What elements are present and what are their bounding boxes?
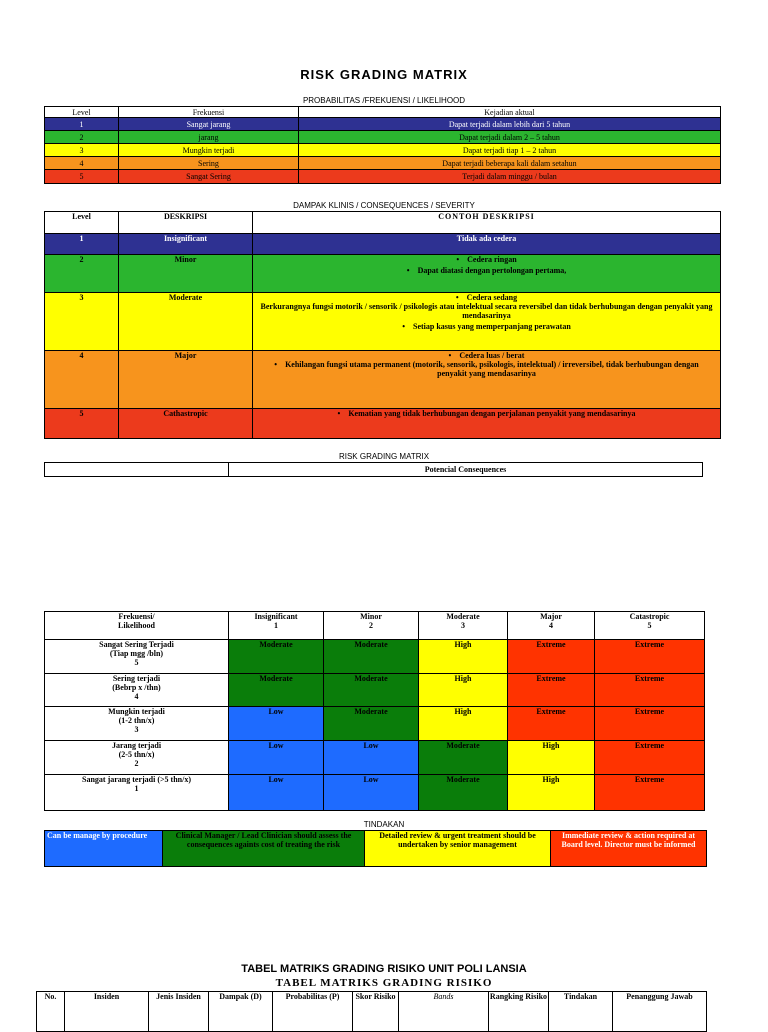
dampak-bullet: • Cedera luas / berat	[253, 351, 720, 360]
matrix-col-header	[508, 612, 595, 640]
matrix-col-num: 2	[369, 621, 373, 630]
matrix-cell: Low	[229, 707, 324, 741]
dampak-desc: Minor	[119, 255, 253, 293]
matrix-cell: Moderate	[419, 775, 508, 811]
label-line: (Tiap mgg /bln)	[109, 649, 164, 658]
prob-frekuensi: Sangat Sering	[119, 170, 299, 184]
col-rangking: Rangking Risiko	[489, 992, 549, 1032]
label-line: Sangat Sering Terjadi	[99, 640, 174, 649]
rgm-empty-cell	[45, 463, 229, 477]
probabilitas-heading: PROBABILITAS /FREKUENSI / LIKELIHOOD	[302, 96, 466, 105]
matrix-cell: Extreme	[508, 640, 595, 674]
dampak-header-level: Level	[45, 212, 119, 234]
matrix-col-header	[324, 612, 419, 640]
matrix-col-header	[229, 612, 324, 640]
label-line: (Bebrp x /thn)	[112, 683, 161, 692]
page-title: RISK GRADING MATRIX	[300, 67, 468, 82]
col-jenis-insiden: Jenis Insiden	[149, 992, 209, 1032]
dampak-desc: Insignificant	[119, 234, 253, 255]
matrix-cell: Moderate	[229, 674, 324, 707]
dampak-contoh	[253, 255, 721, 293]
prob-row	[45, 144, 721, 157]
tindakan-high: Detailed review & urgent treatment should be undertaken by senior management	[365, 831, 551, 867]
dampak-contoh	[253, 351, 721, 409]
matrix-cell: Extreme	[595, 674, 705, 707]
matrix-cell: Moderate	[324, 674, 419, 707]
tindakan-extreme: Immediate review & action required at Board level. Director must be informed	[551, 831, 707, 867]
prob-kejadian: Terjadi dalam minggu / bulan	[299, 170, 721, 184]
dampak-level: 5	[45, 409, 119, 439]
potencial-consequences: Potencial Consequences	[229, 463, 703, 477]
prob-row	[45, 118, 721, 131]
dampak-level: 4	[45, 351, 119, 409]
matrix-row-label	[45, 775, 229, 811]
dampak-row	[45, 351, 721, 409]
matrix-cell: Moderate	[229, 640, 324, 674]
matrix-col-num: 4	[549, 621, 553, 630]
matrix-cell: Moderate	[324, 640, 419, 674]
label-line: 4	[134, 692, 139, 701]
label-line: (1-2 thn/x)	[118, 716, 155, 725]
dampak-row	[45, 234, 721, 255]
matrix-col-num: 1	[274, 621, 278, 630]
matrix-cell: High	[419, 640, 508, 674]
col-dampak: Dampak (D)	[209, 992, 273, 1032]
matrix-row-label	[45, 741, 229, 775]
probabilitas-table	[44, 106, 721, 184]
matrix-row	[45, 674, 705, 707]
label-line: 3	[134, 725, 139, 734]
matrix-row-label	[45, 707, 229, 741]
matrix-col-num: 3	[461, 621, 465, 630]
label-line: Sangat jarang terjadi (>5 thn/x)	[82, 775, 191, 784]
dampak-desc: Major	[119, 351, 253, 409]
col-insiden: Insiden	[65, 992, 149, 1032]
col-skor-risiko: Skor Risiko	[353, 992, 399, 1032]
matrix-corner-line: Likelihood	[118, 621, 155, 630]
dampak-bullet: • Kehilangan fungsi utama permanent (motorik, sensorik, psikologis, intelektual) / irreversibel, tidak berhubungan dengan penyakit yang mendasarinya	[253, 360, 720, 378]
matrix-col-header	[595, 612, 705, 640]
matrix-row-label	[45, 640, 229, 674]
dampak-contoh	[253, 409, 721, 439]
dampak-table	[44, 211, 721, 439]
matrix-cell: Low	[229, 741, 324, 775]
prob-frekuensi: jarang	[119, 131, 299, 144]
matrix-cell: Extreme	[508, 707, 595, 741]
dampak-header-contoh: CONTOH DESKRIPSI	[253, 212, 721, 234]
col-bands: Bands	[399, 992, 489, 1032]
tabel-matriks-table	[36, 991, 707, 1032]
dampak-text: Berkurangnya fungsi motorik / sensorik / psikologis atau intelektual secara reversibel dan tidak berhubungan dengan penyakit yang mendasarinya	[260, 302, 713, 320]
tindakan-low: Can be manage by procedure	[45, 831, 163, 867]
label-line: 1	[134, 784, 139, 793]
matrix-col-name: Minor	[360, 612, 382, 621]
dampak-bullet: • Cedera ringan	[253, 255, 720, 264]
dampak-level: 2	[45, 255, 119, 293]
prob-frekuensi: Sangat jarang	[119, 118, 299, 131]
dampak-row	[45, 255, 721, 293]
label-line: Jarang terjadi	[111, 741, 162, 750]
dampak-header-deskripsi: DESKRIPSI	[119, 212, 253, 234]
matrix-row-label	[45, 674, 229, 707]
col-probabilitas: Probabilitas (P)	[273, 992, 353, 1032]
prob-kejadian: Dapat terjadi tiap 1 – 2 tahun	[299, 144, 721, 157]
tindakan-table	[44, 830, 707, 867]
matrix-cell: Extreme	[595, 707, 705, 741]
dampak-level: 3	[45, 293, 119, 351]
matrix-corner-line: Frekuensi/	[118, 612, 155, 621]
prob-row	[45, 131, 721, 144]
tabel-heading-2: TABEL MATRIKS GRADING RISIKO	[275, 977, 493, 989]
prob-level: 2	[45, 131, 119, 144]
matrix-cell: Low	[229, 775, 324, 811]
dampak-row	[45, 293, 721, 351]
prob-kejadian: Dapat terjadi dalam 2 – 5 tahun	[299, 131, 721, 144]
prob-kejadian: Dapat terjadi dalam lebih dari 5 tahun	[299, 118, 721, 131]
prob-frekuensi: Sering	[119, 157, 299, 170]
prob-frekuensi: Mungkin terjadi	[119, 144, 299, 157]
dampak-heading: DAMPAK KLINIS / CONSEQUENCES / SEVERITY	[293, 201, 475, 210]
matrix-row	[45, 741, 705, 775]
tindakan-moderate: Clinical Manager / Lead Clinician should assess the consequences againts cost of treating the risk	[163, 831, 365, 867]
matrix-cell: Moderate	[419, 741, 508, 775]
risk-matrix-table	[44, 611, 705, 811]
dampak-bullet: • Setiap kasus yang memperpanjang perawatan	[253, 322, 720, 331]
prob-header-frekuensi: Frekuensi	[119, 107, 299, 118]
label-line: (2-5 thn/x)	[118, 750, 155, 759]
matrix-cell: Low	[324, 775, 419, 811]
col-no: No.	[37, 992, 65, 1032]
matrix-col-name: Insignificant	[254, 612, 298, 621]
matrix-col-num: 5	[647, 621, 652, 630]
tindakan-heading: TINDAKAN	[363, 820, 405, 829]
prob-header-kejadian: Kejadian aktual	[299, 107, 721, 118]
matrix-col-name: Catastropic	[629, 612, 670, 621]
dampak-bullet: • Dapat diatasi dengan pertolongan pertama,	[253, 266, 720, 275]
matrix-cell: High	[508, 741, 595, 775]
matrix-cell: Low	[324, 741, 419, 775]
prob-row	[45, 170, 721, 184]
matrix-cell: High	[419, 707, 508, 741]
matrix-col-header	[419, 612, 508, 640]
matrix-row	[45, 707, 705, 741]
dampak-desc: Cathastropic	[119, 409, 253, 439]
label-line: Sering terjadi	[112, 674, 161, 683]
prob-header-level: Level	[45, 107, 119, 118]
prob-kejadian: Dapat terjadi beberapa kali dalam setahun	[299, 157, 721, 170]
tabel-heading-1: TABEL MATRIKS GRADING RISIKO UNIT POLI LANSIA	[241, 963, 527, 975]
prob-level: 3	[45, 144, 119, 157]
dampak-contoh: Tidak ada cedera	[253, 234, 721, 255]
matrix-col-name: Major	[540, 612, 562, 621]
matrix-cell: Moderate	[324, 707, 419, 741]
matrix-cell: Extreme	[508, 674, 595, 707]
rgm-header-table	[44, 462, 703, 477]
col-tindakan: Tindakan	[549, 992, 613, 1032]
matrix-cell: Extreme	[595, 741, 705, 775]
matrix-row	[45, 640, 705, 674]
dampak-bullet: • Kematian yang tidak berhubungan dengan perjalanan penyakit yang mendasarinya	[253, 409, 720, 418]
dampak-contoh	[253, 293, 721, 351]
label-line: 5	[134, 658, 139, 667]
matrix-corner	[45, 612, 229, 640]
label-line: Mungkin terjadi	[108, 707, 165, 716]
prob-level: 5	[45, 170, 119, 184]
matrix-row	[45, 775, 705, 811]
matrix-col-name: Moderate	[446, 612, 480, 621]
dampak-row	[45, 409, 721, 439]
label-line: 2	[134, 759, 139, 768]
col-penanggung-jawab: Penanggung Jawab	[613, 992, 707, 1032]
matrix-cell: High	[419, 674, 508, 707]
prob-level: 4	[45, 157, 119, 170]
dampak-bullet: • Cedera sedang	[253, 293, 720, 302]
prob-row	[45, 157, 721, 170]
dampak-desc: Moderate	[119, 293, 253, 351]
matrix-cell: Extreme	[595, 640, 705, 674]
dampak-level: 1	[45, 234, 119, 255]
matrix-cell: High	[508, 775, 595, 811]
prob-level: 1	[45, 118, 119, 131]
rgm-heading: RISK GRADING MATRIX	[338, 452, 430, 461]
matrix-cell: Extreme	[595, 775, 705, 811]
